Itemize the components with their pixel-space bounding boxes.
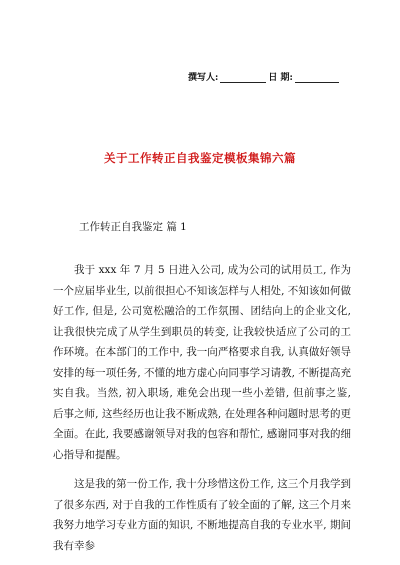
paragraph-text: 我于 xxx 年 7 月 5 日进入公司, 成为公司的试用员工, 作为一个应届毕业生, 以前很担心不知该怎样与人相处, 不知该如何做好工作, 但是, 公司宽松融洽的工作氛围、团结向上的企业文化, 让我很快完成了从学生到职员的转变, 让我较快适应了公司的工作环境。在本部门的工作中, 我一向严格要求自我, 认真做好领导安排的每一项任务, 不懂的地方虚心向同事学习请教, 不断提高充实自我。当然, 初入职场, 难免会出现一些小差错, 但前事之鉴, 后事之师, 这些经历也让我不断成熟, 在处理各种问题时思考的更全面。在此, 我要感谢领导对我的包容和帮忙, 感谢同事对我的细心指导和提醒。	[53, 264, 351, 461]
date-label: 日 期:	[268, 73, 293, 83]
date-blank-line	[295, 73, 339, 83]
header-fields	[188, 70, 339, 83]
writer-label: 撰写人:	[188, 73, 219, 83]
writer-blank-line	[220, 73, 266, 83]
section-heading: 工作转正自我鉴定 篇 1	[79, 221, 187, 233]
document-title: 关于工作转正自我鉴定模板集锦六篇	[104, 151, 296, 165]
body-paragraph-1	[53, 260, 351, 465]
paragraph-text: 这是我的第一份工作, 我十分珍惜这份工作, 这三个月我学到了很多东西, 对于自我的工作性质有了较全面的了解, 这三个月来我努力地学习专业方面的知识, 不断地提高自我的专业水平, 期间我有幸参	[53, 478, 351, 552]
body-paragraph-2	[53, 474, 351, 556]
